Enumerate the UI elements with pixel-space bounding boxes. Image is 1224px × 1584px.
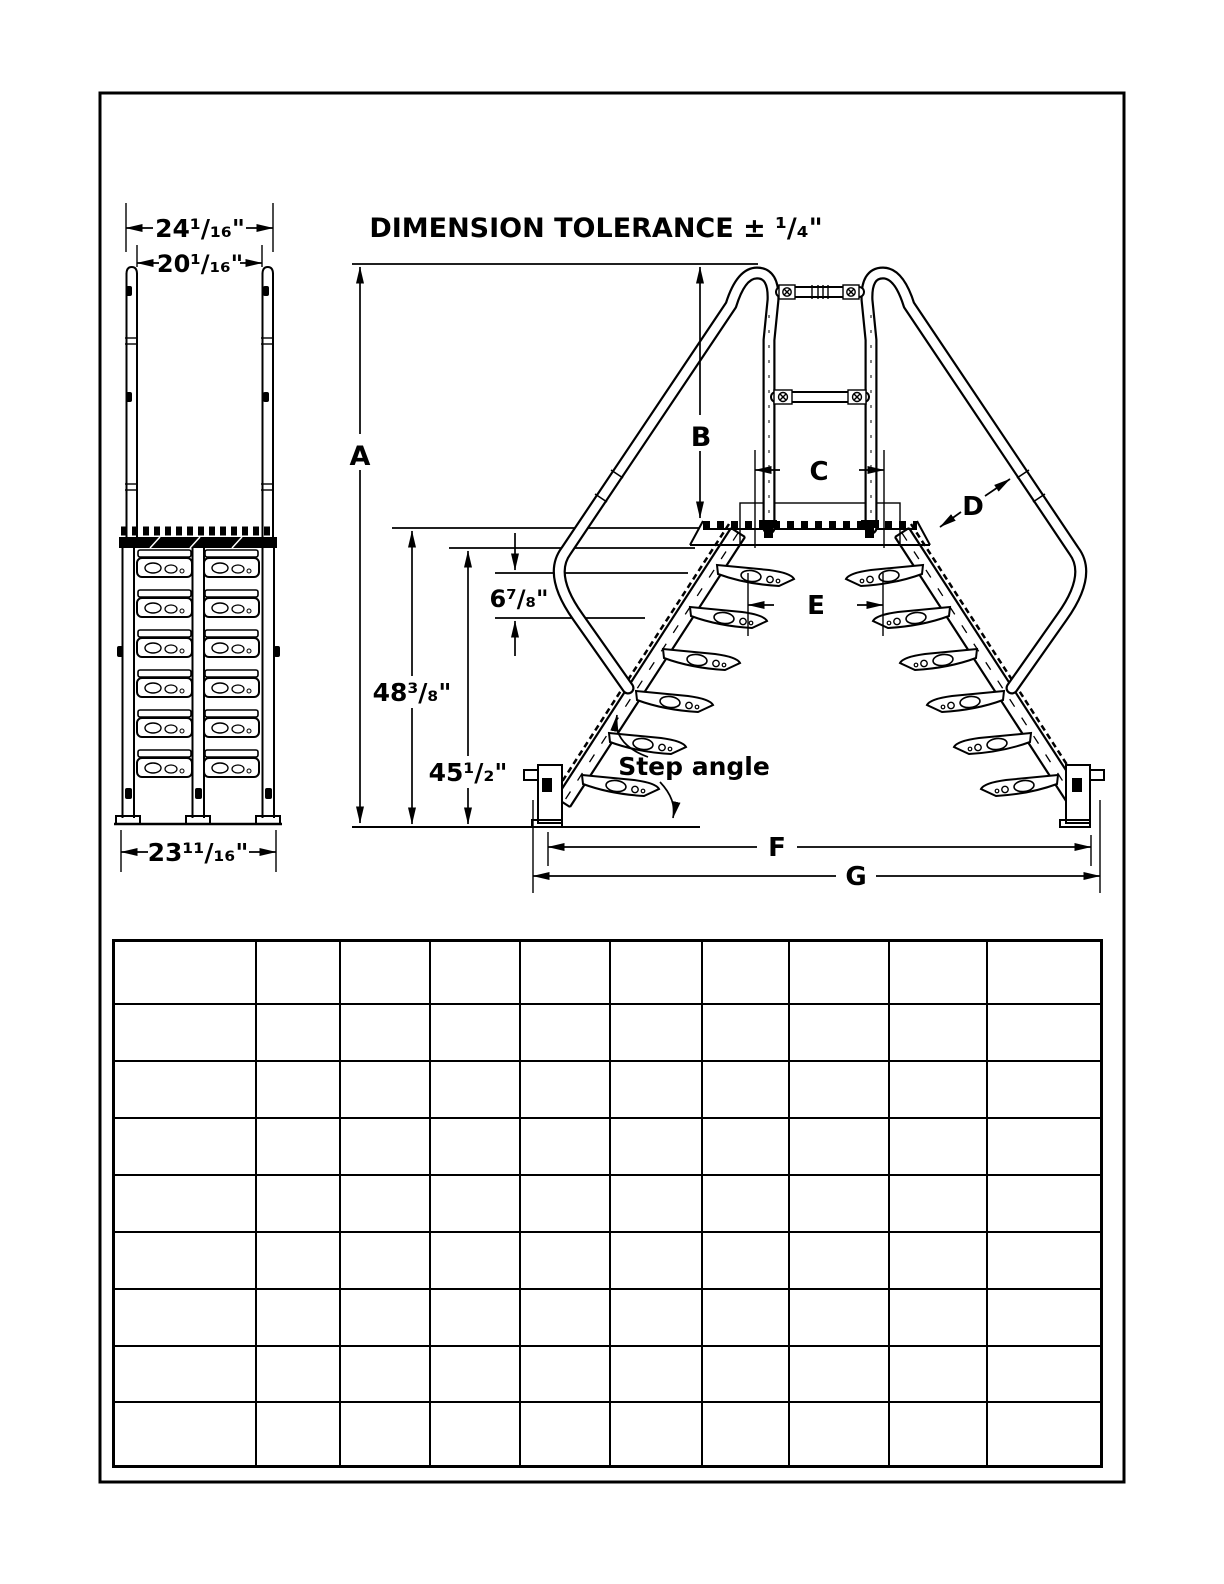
table-cell	[340, 1118, 430, 1175]
table-cell	[610, 1232, 702, 1289]
table-row	[114, 1175, 1102, 1232]
label-dim-f: F	[768, 833, 786, 863]
label-dim-b: B	[690, 422, 712, 453]
table-row	[114, 1061, 1102, 1118]
table-cell	[987, 1402, 1102, 1466]
table-cell	[430, 941, 521, 1005]
table-cell	[256, 1402, 340, 1466]
table-cell	[114, 1289, 257, 1346]
table-cell	[889, 1175, 987, 1232]
label-step-angle: Step angle	[618, 752, 770, 781]
table-cell	[610, 1402, 702, 1466]
table-row	[114, 1402, 1102, 1466]
table-cell	[789, 941, 889, 1005]
table-cell	[702, 1232, 790, 1289]
table-cell	[789, 1402, 889, 1466]
table-row	[114, 1289, 1102, 1346]
table-cell	[702, 1118, 790, 1175]
table-cell	[789, 1232, 889, 1289]
table-cell	[610, 1175, 702, 1232]
table-cell	[430, 1346, 521, 1403]
table-cell	[256, 1061, 340, 1118]
table-cell	[114, 1118, 257, 1175]
table-cell	[430, 1289, 521, 1346]
table-cell	[610, 1061, 702, 1118]
label-front-base-width: 23¹¹/₁₆"	[147, 838, 249, 867]
front-platform-grating	[119, 531, 277, 548]
table-cell	[520, 1232, 610, 1289]
table-cell	[702, 1289, 790, 1346]
table-cell	[702, 941, 790, 1005]
table-cell	[702, 1004, 790, 1061]
table-row	[114, 1004, 1102, 1061]
table-cell	[702, 1402, 790, 1466]
table-cell	[610, 941, 702, 1005]
table-cell	[340, 1061, 430, 1118]
table-cell	[889, 1118, 987, 1175]
table-cell	[114, 941, 257, 1005]
label-dim-c: C	[809, 457, 829, 487]
dim-b	[684, 267, 717, 518]
table-cell	[340, 941, 430, 1005]
table-cell	[889, 1061, 987, 1118]
table-cell	[610, 1118, 702, 1175]
side-view	[524, 273, 1104, 827]
table-cell	[520, 1289, 610, 1346]
table-cell	[114, 1346, 257, 1403]
table-cell	[430, 1004, 521, 1061]
label-dim-e: E	[807, 591, 825, 621]
table-cell	[256, 1289, 340, 1346]
table-cell	[702, 1175, 790, 1232]
table-cell	[987, 1118, 1102, 1175]
table-cell	[340, 1232, 430, 1289]
table-cell	[340, 1289, 430, 1346]
table-cell	[256, 1346, 340, 1403]
table-cell	[256, 1118, 340, 1175]
table-cell	[610, 1004, 702, 1061]
spec-table	[112, 939, 1103, 1468]
table-cell	[789, 1289, 889, 1346]
table-cell	[987, 1346, 1102, 1403]
table-cell	[340, 1175, 430, 1232]
table-cell	[340, 1346, 430, 1403]
table-cell	[114, 1061, 257, 1118]
table-cell	[520, 1402, 610, 1466]
label-front-rail-width: 20¹/₁₆"	[156, 250, 244, 278]
spec-table-body	[114, 941, 1102, 1467]
table-cell	[520, 941, 610, 1005]
table-cell	[610, 1289, 702, 1346]
table-cell	[340, 1004, 430, 1061]
table-cell	[256, 941, 340, 1005]
table-cell	[789, 1175, 889, 1232]
label-platform-height: 48³/₈"	[372, 678, 452, 707]
table-cell	[430, 1118, 521, 1175]
table-row	[114, 941, 1102, 1005]
table-cell	[430, 1232, 521, 1289]
table-cell	[987, 1289, 1102, 1346]
table-cell	[114, 1402, 257, 1466]
table-cell	[789, 1346, 889, 1403]
table-cell	[340, 1402, 430, 1466]
table-cell	[520, 1004, 610, 1061]
table-cell	[430, 1061, 521, 1118]
drawing-title: DIMENSION TOLERANCE ± ¹/₄"	[369, 213, 823, 244]
table-cell	[702, 1061, 790, 1118]
table-cell	[789, 1061, 889, 1118]
table-cell	[430, 1402, 521, 1466]
table-cell	[114, 1175, 257, 1232]
table-row	[114, 1232, 1102, 1289]
table-cell	[520, 1175, 610, 1232]
table-cell	[520, 1061, 610, 1118]
table-cell	[430, 1175, 521, 1232]
platform-deck	[690, 503, 930, 545]
table-cell	[520, 1118, 610, 1175]
table-cell	[789, 1118, 889, 1175]
front-view	[114, 267, 282, 824]
label-dim-a: A	[349, 441, 371, 472]
table-cell	[610, 1346, 702, 1403]
table-cell	[256, 1232, 340, 1289]
table-cell	[256, 1004, 340, 1061]
table-cell	[889, 1004, 987, 1061]
table-cell	[520, 1346, 610, 1403]
dim-a	[343, 267, 377, 823]
table-cell	[889, 941, 987, 1005]
table-cell	[987, 1004, 1102, 1061]
label-dim-g: G	[845, 862, 867, 892]
table-cell	[987, 1232, 1102, 1289]
table-cell	[702, 1346, 790, 1403]
table-row	[114, 1346, 1102, 1403]
ladder-feet	[524, 765, 1104, 827]
table-cell	[889, 1346, 987, 1403]
table-cell	[889, 1232, 987, 1289]
label-dim-d: D	[962, 492, 984, 522]
table-cell	[789, 1004, 889, 1061]
dim-f	[548, 831, 1091, 866]
table-cell	[256, 1175, 340, 1232]
table-row	[114, 1118, 1102, 1175]
table-cell	[114, 1004, 257, 1061]
label-top-step-height: 45¹/₂"	[428, 758, 508, 787]
label-front-top-width: 24¹/₁₆"	[155, 214, 245, 243]
table-cell	[987, 1061, 1102, 1118]
table-cell	[114, 1232, 257, 1289]
label-step-rise: 6⁷/₈"	[489, 585, 549, 613]
table-cell	[987, 941, 1102, 1005]
table-cell	[889, 1402, 987, 1466]
table-cell	[987, 1175, 1102, 1232]
table-cell	[889, 1289, 987, 1346]
